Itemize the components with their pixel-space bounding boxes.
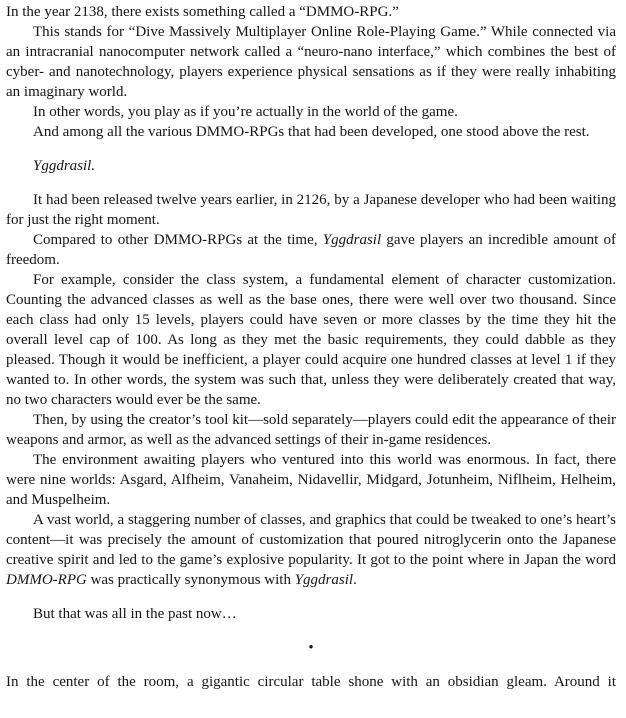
paragraph-past-now bbox=[6, 604, 616, 624]
text-run: It had been released twelve years earlier, in 2126, by a Japanese developer who had been waiting for just the right moment. bbox=[6, 192, 616, 228]
text-run: Then, by using the creator’s tool kit—sold separately—players could edit the appearance of their weapons and armor, as well as the advanced settings of their in-game residences. bbox=[6, 412, 616, 448]
paragraph-in-other-words bbox=[6, 102, 616, 122]
paragraph-dmmo-definition bbox=[6, 22, 616, 102]
text-run: For example, consider the class system, a fundamental element of character customization. Counting the advanced classes as well as the base ones, there were well over two thousand. Since each class had only 15 levels, players could have seven or more classes by the time they hit the overall level cap of 100. As long as they met the basic requirements, they could dabble as they pleased. Though it would be inefficient, a player could acquire one hundred classes at level 1 if they wanted to. In other words, the system was such that, unless they were deliberately created that way, no two characters would ever be the same. bbox=[6, 272, 616, 408]
italic-text-run: Yggdrasil bbox=[294, 572, 354, 588]
scene-separator bbox=[6, 638, 616, 658]
italic-text-run: Yggdrasil. bbox=[33, 158, 96, 174]
text-run: A vast world, a staggering number of classes, and graphics that could be tweaked to one’s heart’s content—it was precisely the amount of customization that poured nitroglycerin onto the Japanese creative spirit and led to the game’s explosive popularity. It got to the point where in Japan the word bbox=[6, 512, 616, 568]
text-run: was practically synonymous with bbox=[86, 572, 295, 588]
text-run: • bbox=[308, 640, 314, 656]
italic-text-run: Yggdrasil bbox=[322, 232, 382, 248]
text-run: . bbox=[353, 572, 357, 588]
paragraph-obsidian-table bbox=[6, 672, 616, 692]
paragraph-one-stood-above bbox=[6, 122, 616, 142]
text-run: The environment awaiting players who ventured into this world was enormous. In fact, there were nine worlds: Asgard, Alfheim, Vanaheim, Nidavellir, Midgard, Jotunheim, Niflheim, Helheim, and Muspelheim. bbox=[6, 452, 616, 508]
paragraph-release bbox=[6, 190, 616, 230]
text-run: Compared to other DMMO-RPGs at the time, bbox=[33, 232, 323, 248]
paragraph-popularity bbox=[6, 510, 616, 590]
page-text bbox=[6, 2, 616, 692]
paragraph-class-system bbox=[6, 270, 616, 410]
text-run: But that was all in the past now… bbox=[33, 606, 237, 622]
italic-text-run: DMMO-RPG bbox=[6, 572, 87, 588]
text-run: gave players an incredible amount of freedom. bbox=[6, 232, 617, 268]
text-run: In the year 2138, there exists something called a “DMMO-RPG.” bbox=[6, 4, 399, 20]
text-run: And among all the various DMMO-RPGs that had been developed, one stood above the rest. bbox=[33, 124, 590, 140]
paragraph-yggdrasil-title bbox=[6, 156, 616, 176]
paragraph-freedom bbox=[6, 230, 616, 270]
paragraph-opening bbox=[6, 2, 616, 22]
paragraph-creators-toolkit bbox=[6, 410, 616, 450]
text-run: This stands for “Dive Massively Multiplayer Online Role-Playing Game.” While connected via an intracranial nanocomputer network called a “neuro-nano interface,” which combines the best of cyber- and nanotechnology, players experience physical sensations as if they were really inhabiting an imaginary world. bbox=[6, 24, 616, 100]
text-run: In the center of the room, a gigantic circular table shone with an obsidian gleam. Around it bbox=[6, 674, 616, 690]
paragraph-nine-worlds bbox=[6, 450, 616, 510]
text-run: In other words, you play as if you’re actually in the world of the game. bbox=[33, 104, 458, 120]
